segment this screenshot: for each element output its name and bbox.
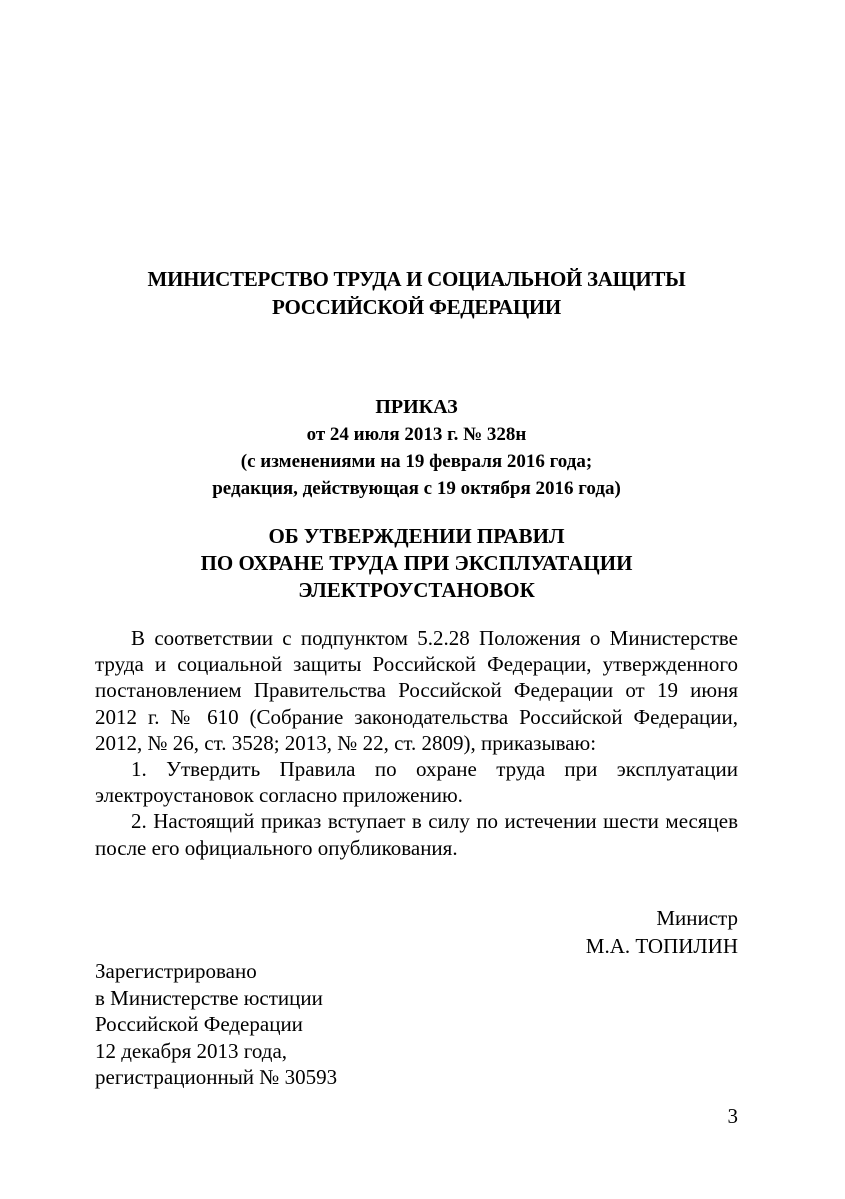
order-body [95,625,738,861]
document-title [95,523,738,604]
order-amendments-line2: редакция, действующая с 19 октября 2016 года) [212,478,621,499]
registration-line1: Зарегистрировано [95,959,257,983]
order-details [95,421,738,502]
item-2-paragraph: 2. Настоящий приказ вступает в силу по истечении шести месяцев после его официального опубликования. [95,809,738,860]
ministry-name-line1: МИНИСТЕРСТВО ТРУДА И СОЦИАЛЬНОЙ ЗАЩИТЫ [147,267,686,291]
item-1-paragraph: 1. Утвердить Правила по охране труда при эксплуатации электроустановок согласно приложению. [95,757,738,808]
order-date-number: от 24 июля 2013 г. № 328н [306,424,527,445]
registration-line2: в Министерстве юстиции [95,985,323,1010]
ministry-name-line2: РОССИЙСКОЙ ФЕДЕРАЦИИ [272,295,561,319]
order-label: ПРИКАЗ [375,396,458,418]
registration-line5: регистрационный № 30593 [95,1065,338,1089]
title-line1: ОБ УТВЕРЖДЕНИИ ПРАВИЛ [268,524,565,548]
ministry-header [95,265,738,321]
order-amendments-line1: (с изменениями на 19 февраля 2016 года; [240,451,593,472]
registration-block [95,958,337,1091]
preamble-paragraph: В соответствии с подпунктом 5.2.28 Положения о Министерстве труда и социальной защиты Российской Федерации, утвержденного постановлением Правительства Российской Федерации от 19 июня 2012 г. № 610 (Собрание законодательства Российской Федерации, 2012, № 26, ст. 3528; 2013, № 22, ст. 2809), приказываю: [95,626,738,755]
registration-line4: 12 декабря 2013 года, [95,1038,288,1063]
signatory-name: М.А. ТОПИЛИН [585,934,738,958]
page-number: 3 [727,1104,738,1128]
registration-line3: Российской Федерации [95,1012,303,1036]
signatory-position: Министр [656,906,738,930]
signature-block [586,904,738,960]
title-line2: ПО ОХРАНЕ ТРУДА ПРИ ЭКСПЛУАТАЦИИ [200,551,633,575]
title-line3: ЭЛЕКТРОУСТАНОВОК [298,578,535,602]
